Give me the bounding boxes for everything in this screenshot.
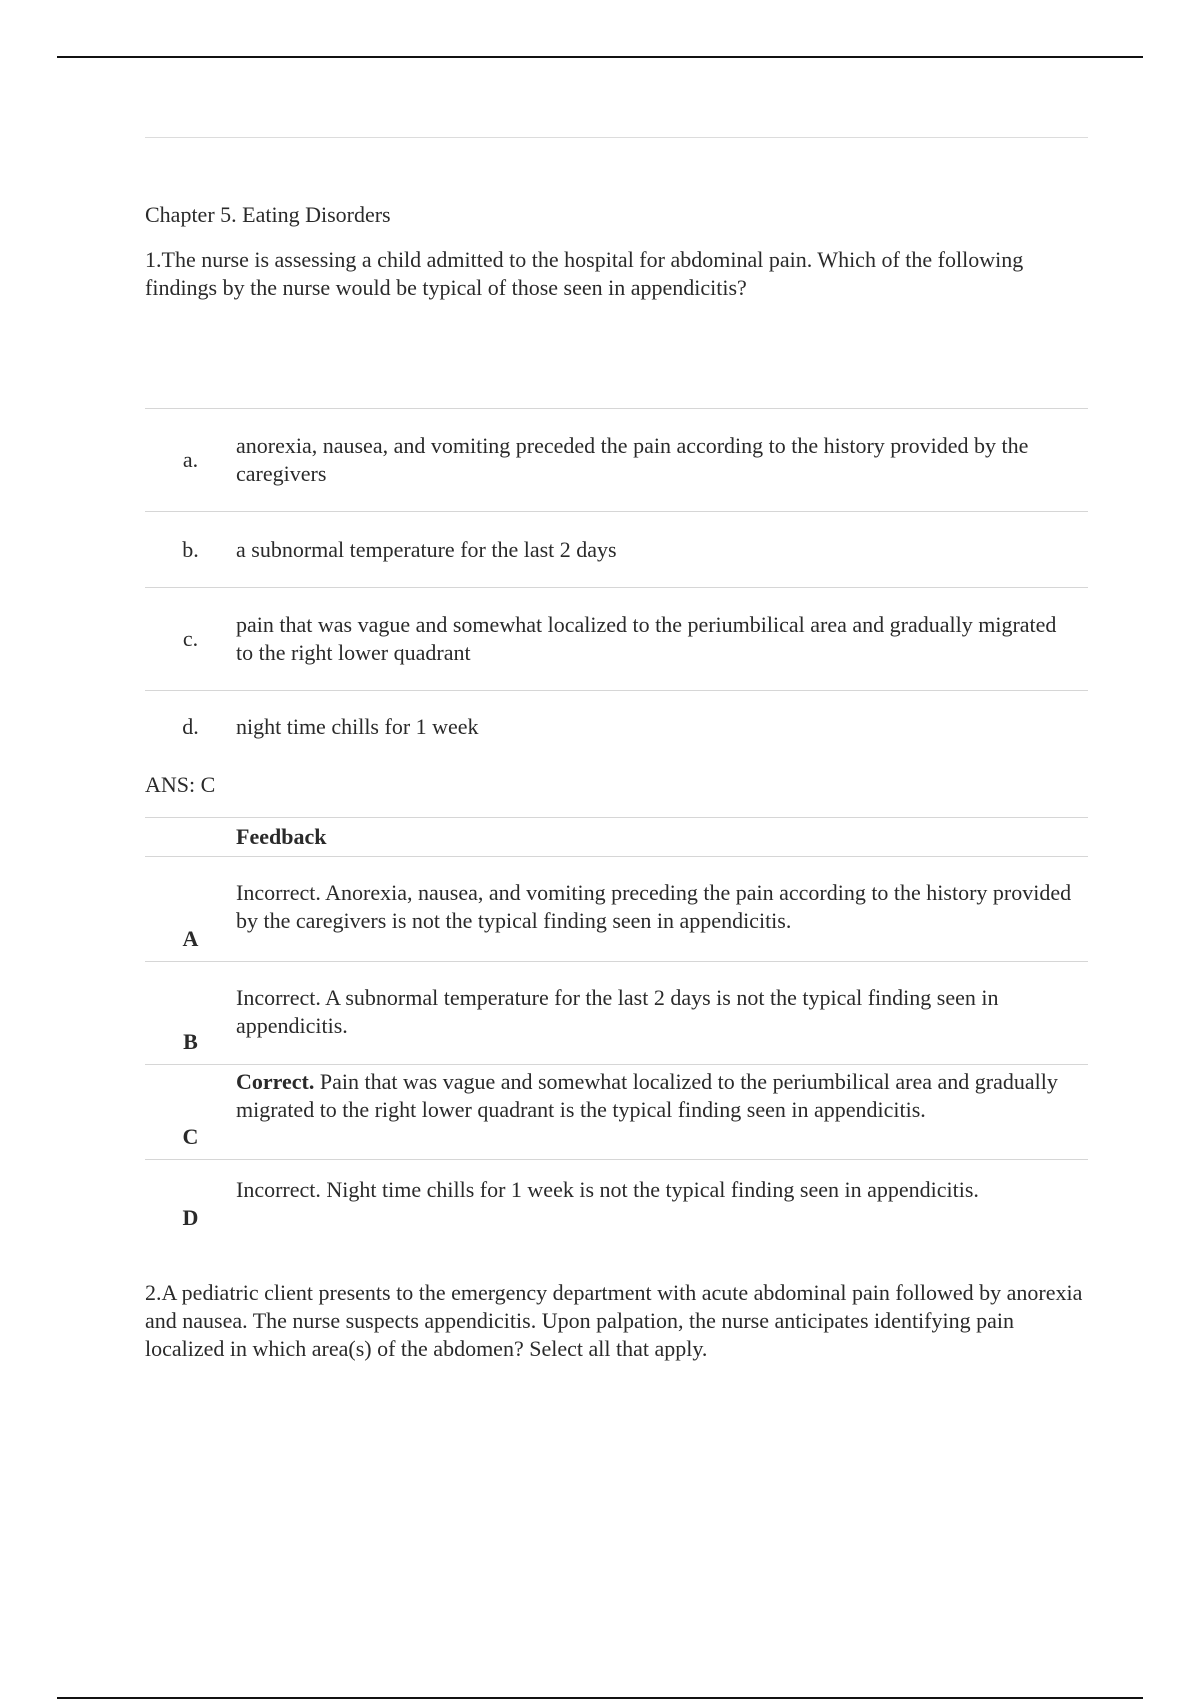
option-letter: b. bbox=[182, 536, 199, 562]
option-text: a subnormal temperature for the last 2 days bbox=[236, 536, 617, 562]
feedback-letter: B bbox=[183, 1029, 198, 1054]
feedback-letter: A bbox=[182, 926, 199, 951]
feedback-header-row bbox=[145, 818, 1088, 857]
feedback-letter: D bbox=[182, 1205, 199, 1230]
option-row-b bbox=[145, 512, 1088, 588]
feedback-row-d bbox=[145, 1160, 1088, 1234]
option-row-c bbox=[145, 588, 1088, 691]
question-2-text: 2.A pediatric client presents to the emergency department with acute abdominal pain followed by anorexia and nausea. The nurse suspects appendicitis. Upon palpation, the nurse anticipates identifying pain localized in which area(s) of the abdomen? Select all that apply. bbox=[145, 1280, 1083, 1361]
feedback-table bbox=[145, 817, 1088, 1234]
option-row-a bbox=[145, 409, 1088, 512]
feedback-row-c bbox=[145, 1065, 1088, 1160]
page-bottom-rule bbox=[57, 1697, 1143, 1699]
option-letter: c. bbox=[182, 626, 199, 651]
feedback-text: Incorrect. Night time chills for 1 week is not the typical finding seen in appendicitis. bbox=[236, 1177, 979, 1202]
option-letter: a. bbox=[182, 447, 199, 472]
document-body bbox=[145, 137, 1088, 1363]
header-divider bbox=[145, 137, 1088, 138]
chapter-title: Chapter 5. Eating Disorders bbox=[145, 202, 391, 227]
feedback-header: Feedback bbox=[236, 824, 327, 849]
feedback-text-correct bbox=[236, 1065, 1088, 1159]
feedback-text: Incorrect. A subnormal temperature for the last 2 days is not the typical finding seen in appendicitis. bbox=[236, 985, 999, 1038]
feedback-row-a bbox=[145, 857, 1088, 962]
question-1-options bbox=[145, 408, 1088, 763]
feedback-text: Incorrect. Anorexia, nausea, and vomiting preceding the pain according to the history provided by the caregivers is not the typical finding seen in appendicitis. bbox=[236, 880, 1072, 933]
page-top-rule bbox=[57, 56, 1143, 58]
correct-label: Correct. bbox=[236, 1069, 315, 1094]
option-text: night time chills for 1 week bbox=[236, 714, 479, 739]
feedback-row-b bbox=[145, 962, 1088, 1065]
option-row-d bbox=[145, 691, 1088, 763]
option-text: pain that was vague and somewhat localized to the periumbilical area and gradually migrated to the right lower quadrant bbox=[236, 612, 1057, 665]
option-letter: d. bbox=[182, 714, 199, 739]
feedback-text: Pain that was vague and somewhat localized to the periumbilical area and gradually migrated to the right lower quadrant is the typical finding seen in appendicitis. bbox=[236, 1069, 1058, 1122]
option-text: anorexia, nausea, and vomiting preceded the pain according to the history provided by the caregivers bbox=[236, 433, 1029, 486]
question-1-text: 1.The nurse is assessing a child admitted to the hospital for abdominal pain. Which of the following findings by the nurse would be typical of those seen in appendicitis? bbox=[145, 247, 1024, 300]
feedback-letter: C bbox=[182, 1124, 199, 1149]
answer-key: ANS: C bbox=[145, 772, 216, 797]
